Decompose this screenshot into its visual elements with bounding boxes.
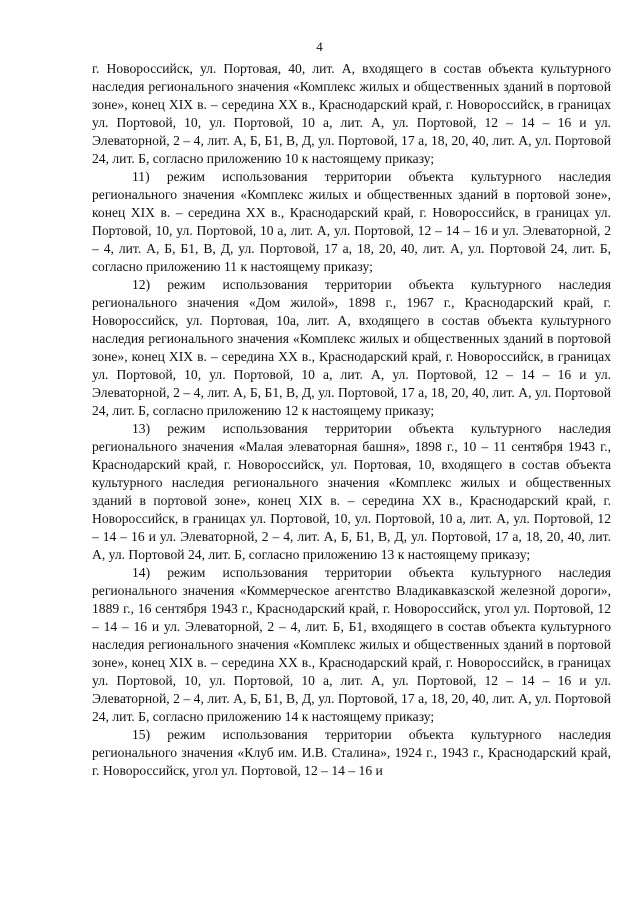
- paragraph-item-13: 13) режим использования территории объекта культурного наследия регионального значения «Малая элеваторная башня», 1898 г., 10 – 11 сентября 1943 г., Краснодарский край, г. Новороссийск, ул. Портовая, 10, входящего в состав объекта культурного наследия регионального значения «Комплекс жилых и общественных зданий в портовой зоне», конец XIX в. – середина XX в., Краснодарский край, г. Новороссийск, в границах ул. Портовой, 10, ул. Портовой, 10 а, лит. А, ул. Портовой, 12 – 14 – 16 и ул. Элеваторной, 2 – 4, лит. А, Б, Б1, В, Д, ул. Портовой, 17 а, 18, 20, 40, лит. А, ул. Портовой 24, лит. Б, согласно приложению 13 к настоящему приказу;: [92, 421, 611, 562]
- document-body: [92, 60, 611, 780]
- paragraph-item-14: 14) режим использования территории объекта культурного наследия регионального значения «Коммерческое агентство Владикавказской железной дороги», 1889 г., 16 сентября 1943 г., Краснодарский край, г. Новороссийск, угол ул. Портовой, 12 – 14 – 16 и ул. Элеваторной, 2 – 4, лит. Б, Б1, входящего в состав объекта культурного наследия регионального значения «Комплекс жилых и общественных зданий в портовой зоне», конец XIX в. – середина XX в., Краснодарский край, г. Новороссийск, в границах ул. Портовой, 10, ул. Портовой, 10 а, лит. А, ул. Портовой, 12 – 14 – 16 и ул. Элеваторной, 2 – 4, лит. А, Б, Б1, В, Д, ул. Портовой, 17 а, 18, 20, 40, лит. А, ул. Портовой 24, лит. Б, согласно приложению 14 к настоящему приказу;: [92, 565, 611, 724]
- paragraph-item-15: 15) режим использования территории объекта культурного наследия регионального значения «Клуб им. И.В. Сталина», 1924 г., 1943 г., Краснодарский край, г. Новороссийск, угол ул. Портовой, 12 – 14 – 16 и: [92, 727, 611, 778]
- page-number: 4: [316, 39, 323, 54]
- paragraph-continuation: г. Новороссийск, ул. Портовая, 40, лит. А, входящего в состав объекта культурного наследия регионального значения «Комплекс жилых и общественных зданий в портовой зоне», конец XIX в. – середина XX в., Краснодарский край, г. Новороссийск, в границах ул. Портовой, 10, ул. Портовой, 10 а, лит. А, ул. Портовой, 12 – 14 – 16 и ул. Элеваторной, 2 – 4, лит. А, Б, Б1, В, Д, ул. Портовой, 17 а, 18, 20, 40, лит. А, ул. Портовой 24, лит. Б, согласно приложению 10 к настоящему приказу;: [92, 61, 611, 166]
- paragraph-item-11: 11) режим использования территории объекта культурного наследия регионального значения «Комплекс жилых и общественных зданий в портовой зоне», конец XIX в. – середина XX в., Краснодарский край, г. Новороссийск, в границах ул. Портовой, 10, ул. Портовой, 10 а, лит. А, ул. Портовой, 12 – 14 – 16 и ул. Элеваторной, 2 – 4, лит. А, Б, Б1, В, Д, ул. Портовой, 17 а, 18, 20, 40, лит. А, ул. Портовой 24, лит. Б, согласно приложению 11 к настоящему приказу;: [92, 169, 611, 274]
- paragraph-item-12: 12) режим использования территории объекта культурного наследия регионального значения «Дом жилой», 1898 г., 1967 г., Краснодарский край, г. Новороссийск, ул. Портовая, 10а, лит. А, входящего в состав объекта культурного наследия регионального значения «Комплекс жилых и общественных зданий в портовой зоне», конец XIX в. – середина XX в., Краснодарский край, г. Новороссийск, в границах ул. Портовой, 10, ул. Портовой, 10 а, лит. А, ул. Портовой, 12 – 14 – 16 и ул. Элеваторной, 2 – 4, лит. А, Б, Б1, В, Д, ул. Портовой, 17 а, 18, 20, 40, лит. А, ул. Портовой 24, лит. Б, согласно приложению 12 к настоящему приказу;: [92, 277, 611, 418]
